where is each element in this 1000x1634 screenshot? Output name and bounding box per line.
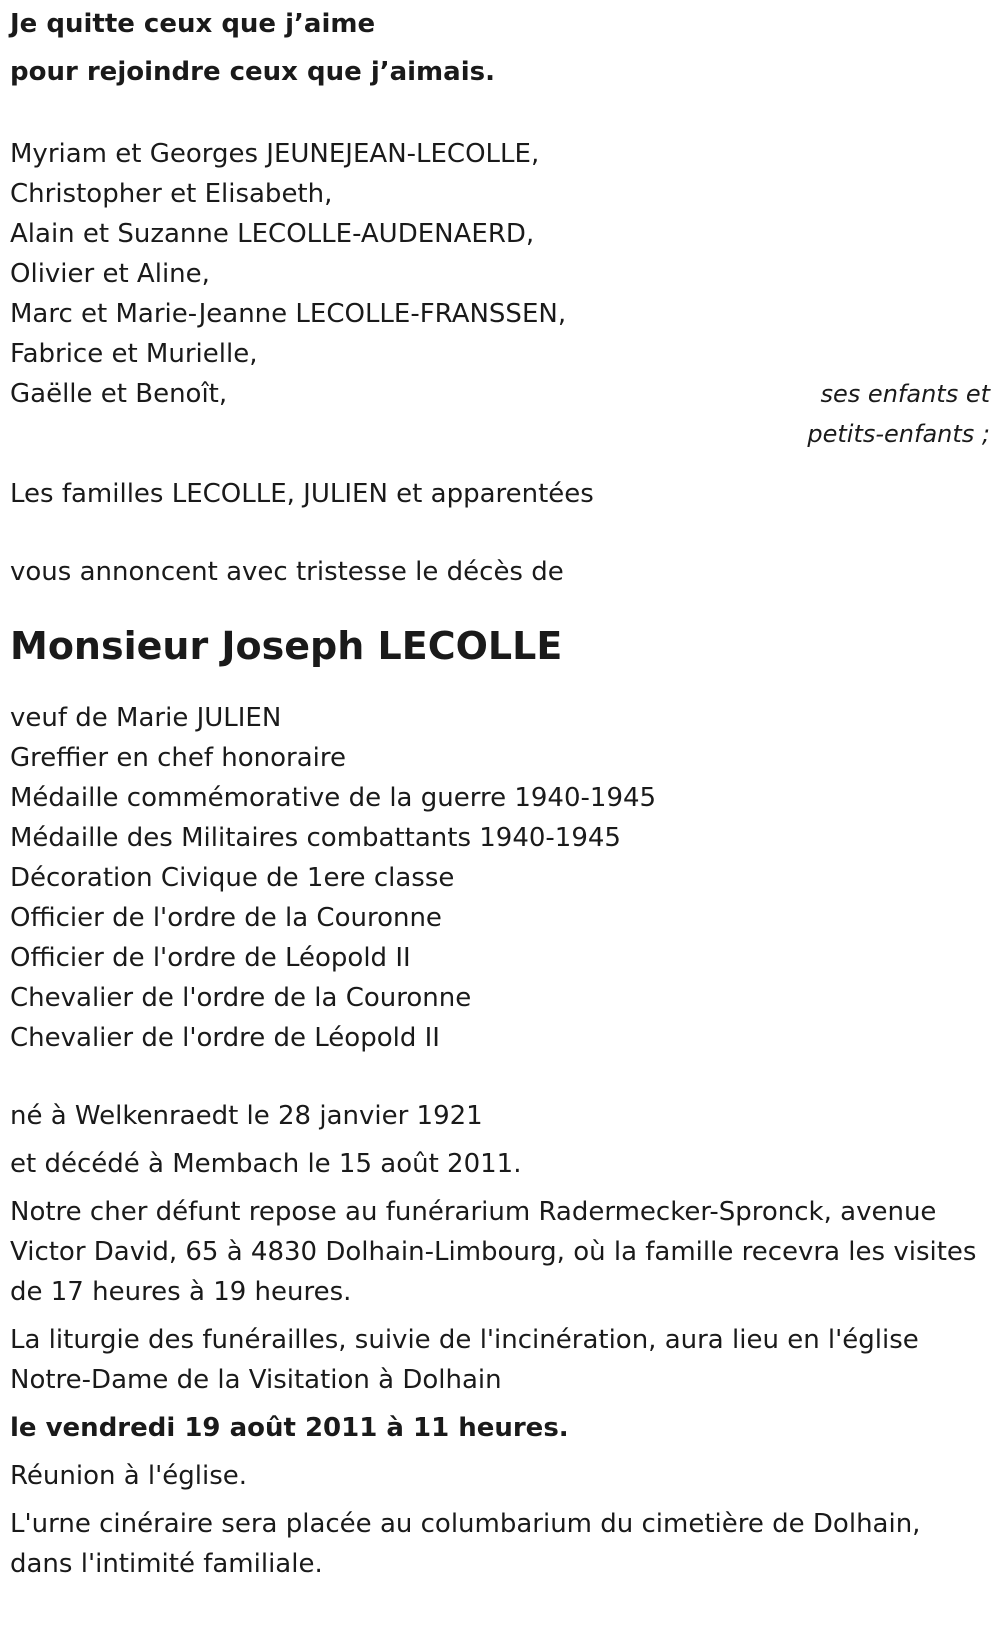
relative-line: Alain et Suzanne LECOLLE-AUDENAERD, [10,219,535,249]
funeral-date: le vendredi 19 août 2011 à 11 heures. [10,1413,569,1443]
relatives-note-line-2: petits-enfants ; [807,420,990,448]
deceased-name: Monsieur Joseph LECOLLE [10,624,563,668]
epitaph [10,0,990,96]
epitaph-line-1: Je quitte ceux que j’aime [10,9,376,39]
reunion-line: Réunion à l'église. [10,1461,248,1491]
repose-paragraph: Notre cher défunt repose au funérarium Radermecker-Spronck, avenue Victor David, 65 à 4830 Dolhain-Limbourg, où la famille recevra les visites de 17 heures à 19 heures. [10,1197,977,1307]
relative-line: Christopher et Elisabeth, [10,179,333,209]
announce-line: vous annoncent avec tristesse le décès de [10,557,564,587]
relatives-note-line-1: ses enfants et [820,380,990,408]
relative-line: Marc et Marie-Jeanne LECOLLE-FRANSSEN, [10,299,567,329]
title-line: Médaille des Militaires combattants 1940-1945 [10,823,621,853]
urn-paragraph: L'urne cinéraire sera placée au columbarium du cimetière de Dolhain, dans l'intimité familiale. [10,1509,921,1579]
relative-line: Gaëlle et Benoît, [10,379,228,409]
title-line: Officier de l'ordre de Léopold II [10,943,411,973]
title-line: Chevalier de l'ordre de Léopold II [10,1023,440,1053]
relative-line: Fabrice et Murielle, [10,339,258,369]
title-line: Officier de l'ordre de la Couronne [10,903,442,933]
title-line: Médaille commémorative de la guerre 1940-1945 [10,783,657,813]
families-line: Les familles LECOLLE, JULIEN et apparentées [10,479,594,509]
titles-list [10,698,990,1058]
relative-line: Myriam et Georges JEUNEJEAN-LECOLLE, [10,139,540,169]
title-line: Décoration Civique de 1ere classe [10,863,455,893]
title-line: Greffier en chef honoraire [10,743,347,773]
title-line: Chevalier de l'ordre de la Couronne [10,983,472,1013]
relatives-block [10,134,990,514]
relative-line: Olivier et Aline, [10,259,210,289]
death-line: et décédé à Membach le 15 août 2011. [10,1149,522,1179]
relatives-note [807,374,990,454]
epitaph-line-2: pour rejoindre ceux que j’aimais. [10,57,495,87]
title-line: veuf de Marie JULIEN [10,703,282,733]
birth-line: né à Welkenraedt le 28 janvier 1921 [10,1101,483,1131]
liturgy-paragraph: La liturgie des funérailles, suivie de l'incinération, aura lieu en l'église Notre-Dame de la Visitation à Dolhain [10,1325,919,1395]
